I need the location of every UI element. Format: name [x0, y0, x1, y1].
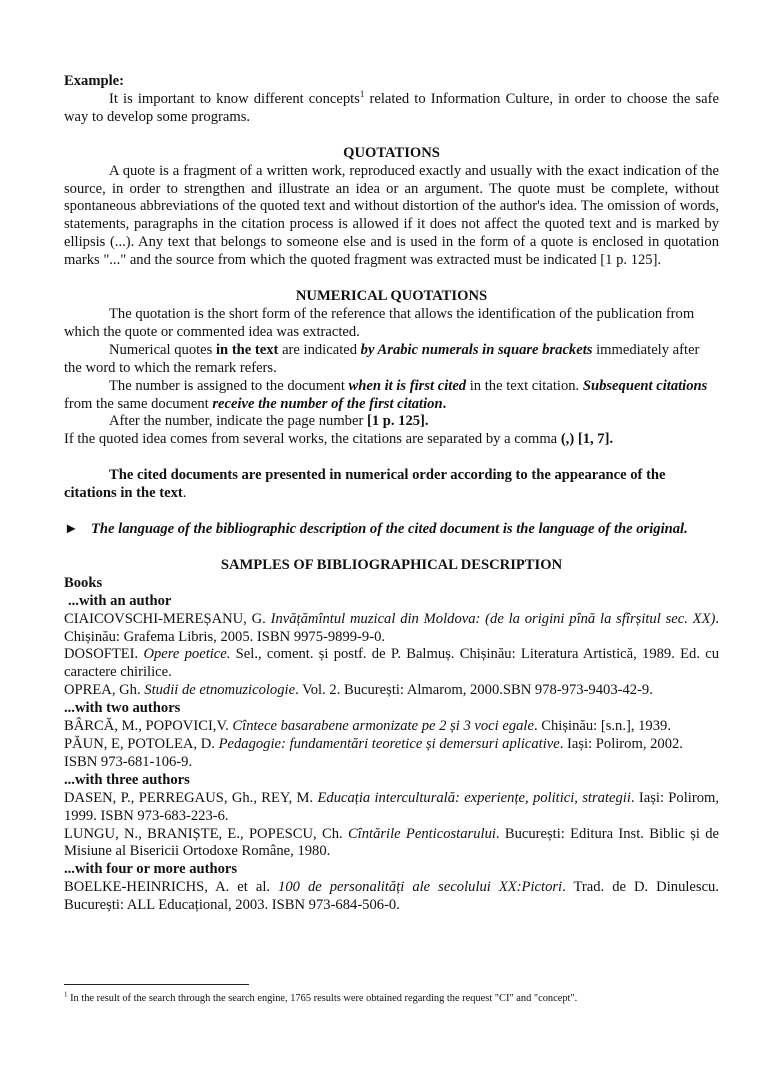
language-note [64, 521, 719, 539]
numerical-paragraph-1: The quotation is the short form of the reference that allows the identification of the publication from which the quote or commented idea was extracted. [64, 305, 695, 340]
bib-entry [64, 718, 719, 736]
text: . [182, 485, 187, 502]
text: Numerical quotes [109, 341, 216, 358]
bold-italic-text: by Arabic numerals in square brackets [360, 341, 593, 358]
bib-entry [64, 682, 719, 700]
example-text-continued: related to Information Culture, in order to choose the safe way to develop some programs. [64, 90, 719, 125]
bib-title: Opere poetice. [143, 646, 231, 663]
samples-heading: SAMPLES OF BIBLIOGRAPHICAL DESCRIPTION [220, 556, 563, 573]
bold-text: in the text [216, 341, 279, 358]
text: are indicated [278, 341, 361, 358]
numerical-quotations-heading: NUMERICAL QUOTATIONS [295, 288, 488, 305]
bib-authors: CIAICOVSCHI-MEREȘANU, G. [64, 610, 271, 627]
footnote-separator [64, 984, 249, 985]
bold-italic-text: receive the number of the first citation [212, 395, 443, 412]
group-label-one-author: ...with an author [68, 592, 172, 609]
bib-title: Studii de etnomuzicologie [144, 682, 296, 699]
bold-italic-text: The language of the bibliographic description of the cited document is the language of the original. [91, 521, 688, 538]
bib-publication: . Chișinău: [s.n.], 1939. [533, 718, 671, 735]
bib-authors: DOSOFTEI. [64, 646, 144, 663]
bib-title: Cîntece basarabene armonizate pe 2 și 3 voci egale [232, 718, 534, 735]
group-label-four-or-more-authors: ...with four or more authors [64, 861, 238, 878]
bold-italic-text: Subsequent citations [582, 377, 708, 394]
bold-italic-text: when it is first cited [348, 377, 467, 394]
text: After the number, indicate the page number [109, 413, 367, 430]
footnote-number: 1 [64, 990, 68, 999]
bib-title: Pedagogie: fundamentări teoretice și demersuri aplicative [218, 736, 560, 752]
bib-entry [64, 790, 719, 826]
text: The number is assigned to the document [109, 377, 349, 394]
bib-authors: PĂUN, E, POTOLEA, D. [64, 736, 219, 752]
bib-publication: . Trad. de D. Dinulescu. București: ALL Educațional, 2003. ISBN 973-684-506-0. [64, 879, 720, 914]
text: If the quoted idea comes from several works, the citations are separated by a comma [64, 431, 561, 448]
bib-authors: BÂRCĂ, M., POPOVICI,V. [64, 718, 233, 735]
example-paragraph [64, 91, 719, 127]
bib-publication: . Chișinău: Grafema Libris, 2005. ISBN 9975-9899-9-0. [64, 610, 719, 645]
bib-authors: DASEN, P., PERREGAUS, Gh., REY, M. [64, 789, 318, 806]
text: in the text citation. [466, 377, 583, 394]
bold-text: . [442, 395, 447, 412]
numerical-paragraph-4 [64, 413, 719, 431]
bib-title: 100 de personalități ale secolului XX:Pictori [278, 879, 563, 896]
numerical-paragraph-5 [64, 431, 719, 449]
footnote-reference[interactable]: 1 [359, 89, 365, 100]
bib-entry [64, 611, 719, 647]
bib-authors: LUNGU, N., BRANIȘTE, E., POPESCU, Ch. [64, 825, 348, 842]
bib-title: Cîntările Penticostarului [347, 825, 496, 842]
bib-authors: OPREA, Gh. [64, 682, 145, 699]
text: immediately after the word to which the remark refers. [64, 341, 700, 376]
bib-publication: . Iași: Polirom, 2002. ISBN 973-681-106-9. [64, 736, 683, 770]
group-label-three-authors: ...with three authors [64, 771, 190, 788]
bold-text: The cited documents are presented in numerical order according to the appearance of the citations in the text [64, 467, 666, 502]
bib-authors: BOELKE-HEINRICHS, A. et al. [64, 879, 279, 896]
bib-title: Invățămîntul muzical din Moldova: (de la origini pînă la sfîrșitul sec. XX) [270, 610, 716, 627]
bib-entry [64, 646, 719, 682]
bib-publication: . Vol. 2. București: Almarom, 2000.SBN 978-973-9403-42-9. [295, 682, 653, 699]
bib-entry [64, 736, 719, 772]
document-page [64, 73, 719, 915]
bib-entry [64, 826, 719, 862]
footnote [64, 992, 744, 1005]
bib-entry [64, 879, 719, 915]
group-label-two-authors: ...with two authors [64, 700, 181, 717]
bib-publication: Sel., coment. și postf. de P. Balmuș. Chișinău: Literatura Artistică, 1989. Ed. cu caractere chirilice. [64, 646, 719, 681]
example-label: Example: [64, 73, 124, 89]
arrow-bullet-icon: ► [64, 521, 79, 538]
bib-publication: . București: Editura Inst. Biblic și de Misiune al Bisericii Ortodoxe Române, 1980. [64, 825, 719, 860]
bib-title: Educația interculturală: experiențe, politici, strategii [317, 789, 631, 806]
numerical-paragraph-6 [64, 467, 719, 503]
text: from the same document [64, 395, 213, 412]
quotations-paragraph: A quote is a fragment of a written work, reproduced exactly and usually with the exact indication of the source, in order to strengthen and illustrate an idea or an argument. The quote must be complete, without spontaneous abbreviations of the quoted text and without distortion of the author's idea. The omission of words, statements, paragraphs in the citation process is allowed if it does not affect the quoted text and is marked by ellipsis (...). Any text that belongs to someone else and is used in the form of a quote is enclosed in quotation marks "..." and the source from which the quoted fragment was extracted must be indicated [1 p. 125]. [64, 162, 719, 269]
footnote-text: In the result of the search through the search engine, 1765 results were obtained regarding the request "CI" and "concept". [67, 993, 578, 1004]
numerical-paragraph-2 [64, 342, 719, 378]
quotations-heading: QUOTATIONS [343, 144, 440, 161]
bold-text: [1 p. 125]. [366, 413, 429, 430]
bold-text: (,) [1, 7]. [560, 431, 614, 448]
numerical-paragraph-3 [64, 378, 719, 414]
books-label: Books [64, 574, 103, 591]
example-text: It is important to know different concepts [109, 90, 360, 107]
bib-publication: . Iași: Polirom, 1999. ISBN 973-683-223-6. [64, 789, 719, 824]
